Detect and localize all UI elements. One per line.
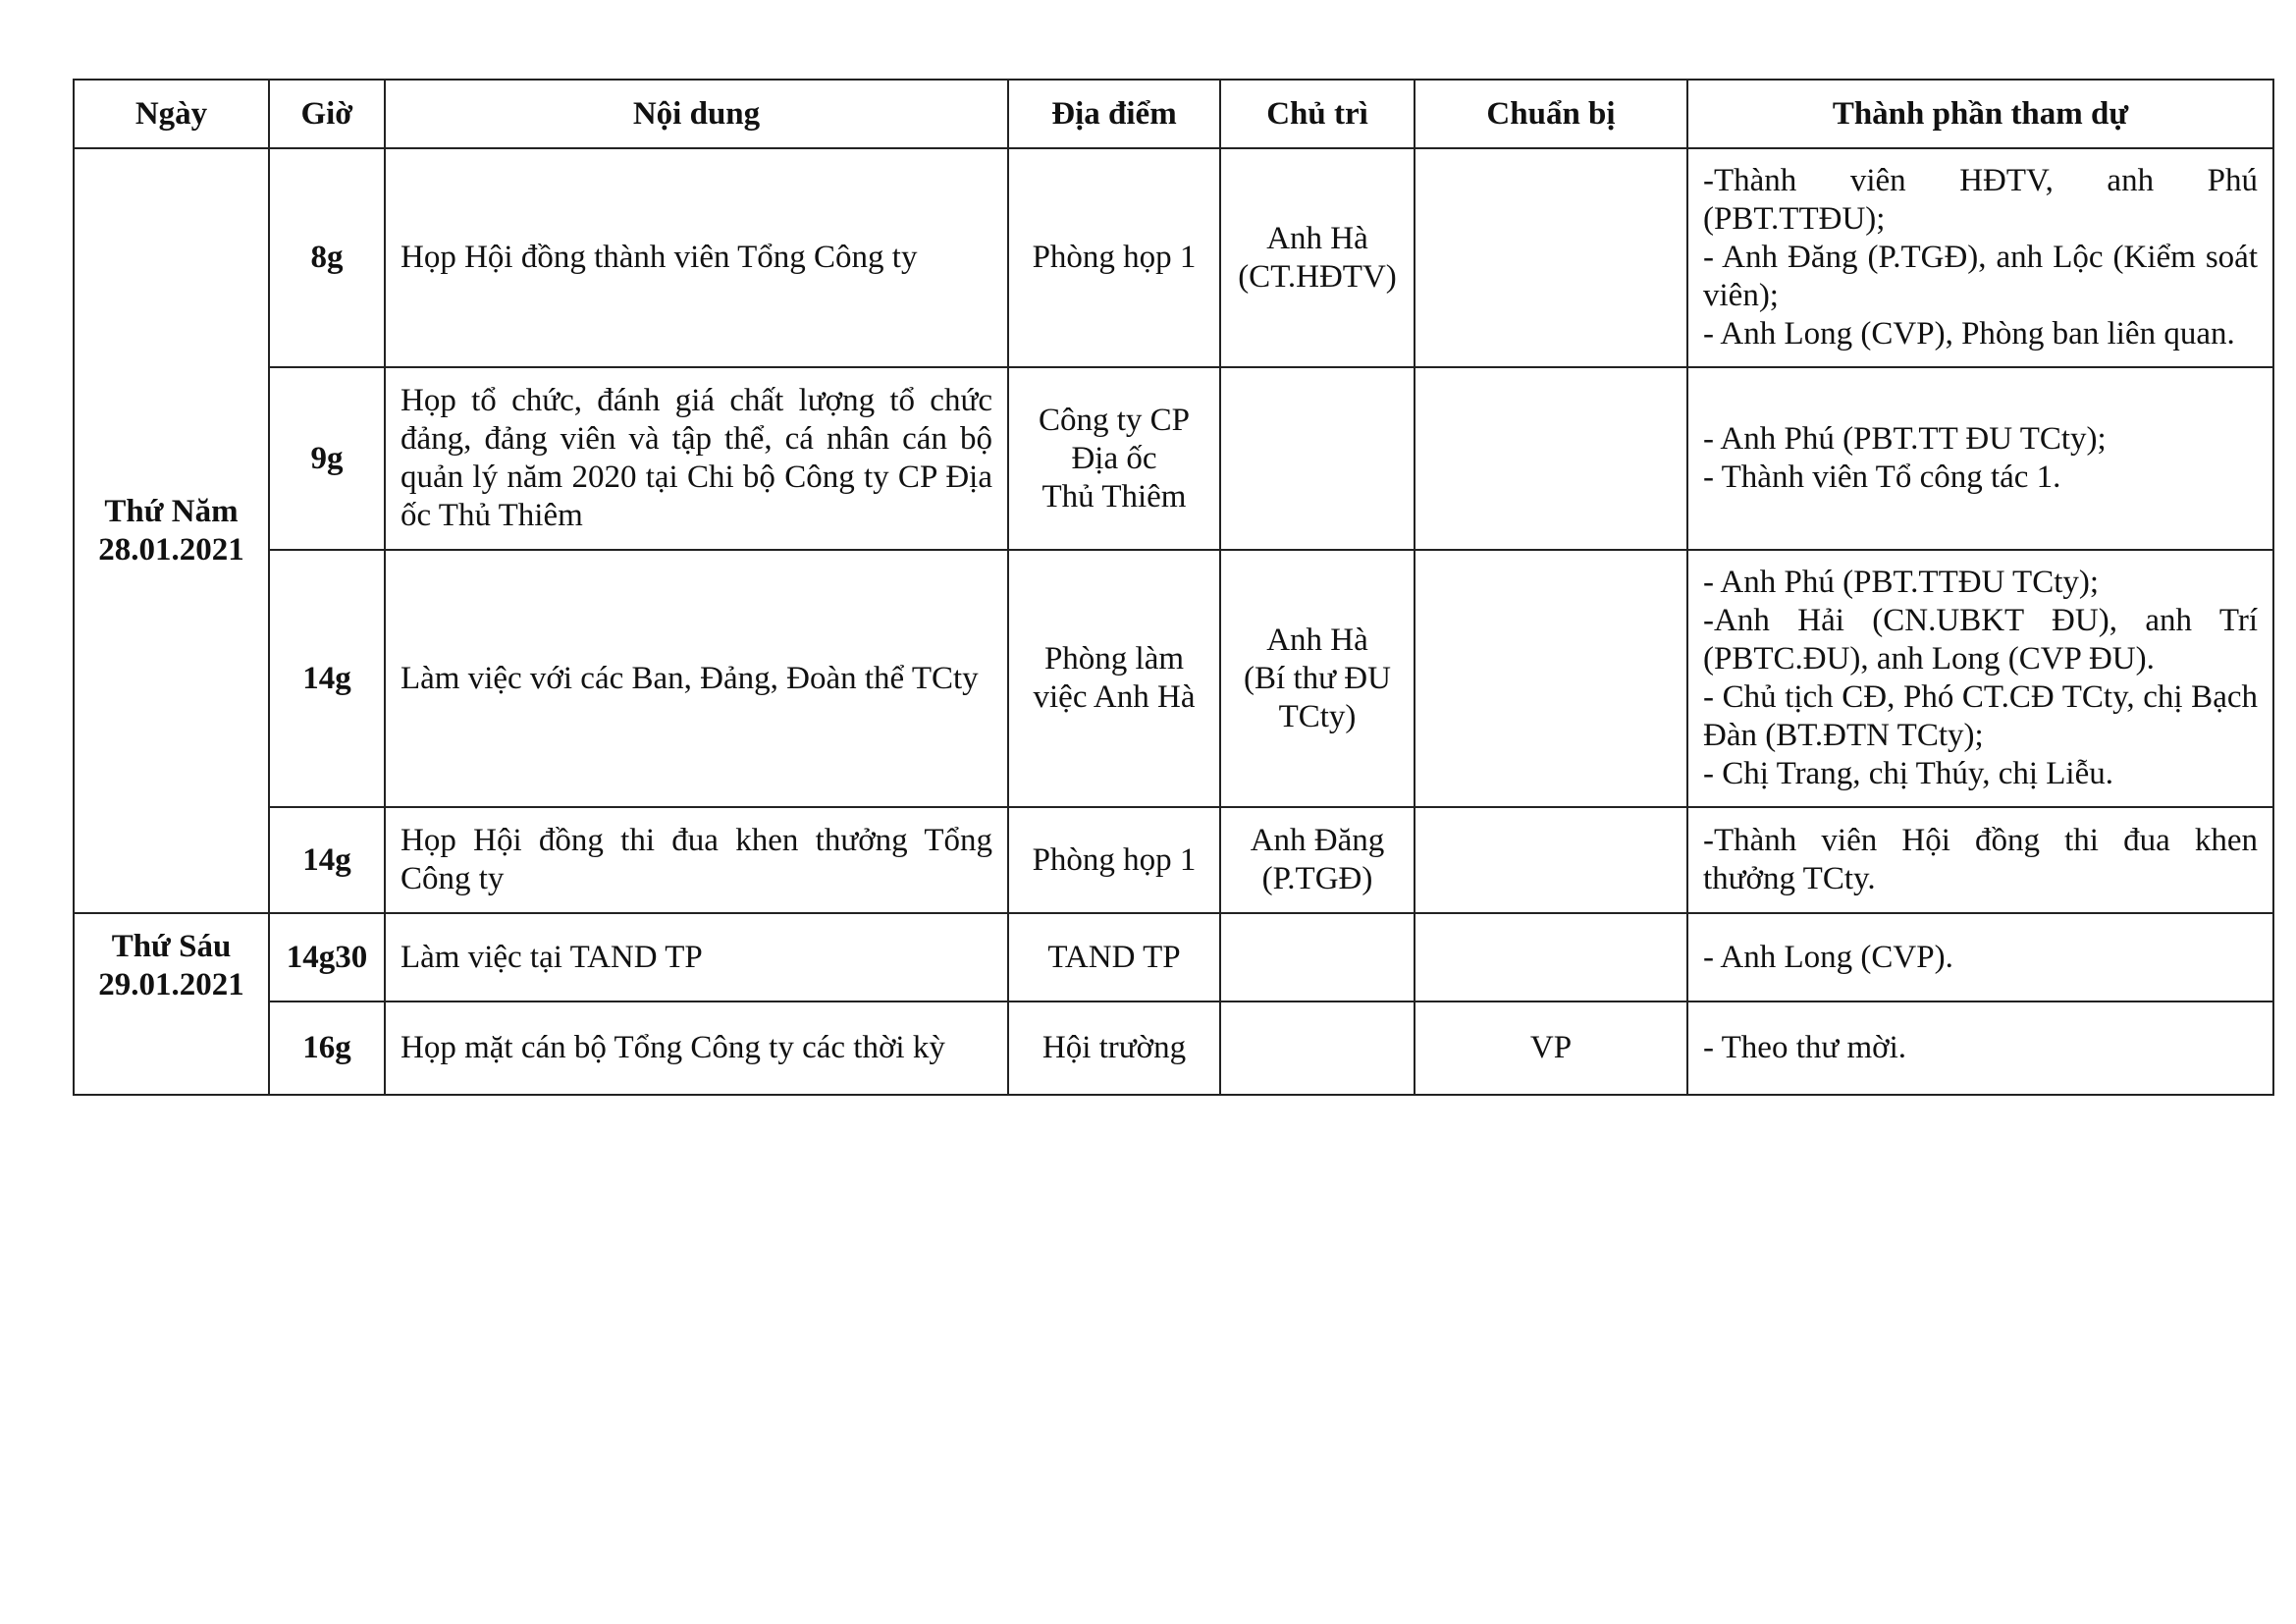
location-cell [1008, 148, 1220, 367]
time-cell: 9g [269, 367, 385, 550]
attendee-line: - Anh Long (CVP). [1703, 939, 1953, 975]
location-line: Địa ốc [1071, 440, 1157, 476]
time-cell: 16g [269, 1001, 385, 1095]
chair-line: Anh Hà [1266, 622, 1368, 658]
chair-cell [1220, 913, 1415, 1001]
header-attendees: Thành phần tham dự [1687, 80, 2273, 148]
location-line: việc Anh Hà [1033, 679, 1196, 715]
attendee-line: - Theo thư mời. [1703, 1030, 1907, 1065]
chair-line: (Bí thư ĐU [1244, 660, 1391, 696]
prepare-cell: VP [1415, 1001, 1687, 1095]
content-cell: Làm việc tại TAND TP [385, 913, 1008, 1001]
schedule-table [73, 79, 2274, 1096]
location-cell [1008, 807, 1220, 913]
chair-cell [1220, 367, 1415, 550]
table-row [74, 913, 2273, 1001]
location-line: Thủ Thiêm [1041, 478, 1187, 514]
attendees-cell [1687, 550, 2273, 807]
attendees-cell [1687, 148, 2273, 367]
day-name: Thứ Sáu [111, 929, 232, 964]
header-content: Nội dung [385, 80, 1008, 148]
attendees-cell [1687, 913, 2273, 1001]
header-prepare: Chuẩn bị [1415, 80, 1687, 148]
attendee-line: - Chủ tịch CĐ, Phó CT.CĐ TCty, chị Bạch Đàn (BT.ĐTN TCty); [1703, 679, 2258, 753]
day-date: 28.01.2021 [98, 531, 244, 568]
content-cell: Họp tổ chức, đánh giá chất lượng tổ chức đảng, đảng viên và tập thể, cá nhân cán bộ quản lý năm 2020 tại Chi bộ Công ty CP Địa ốc Thủ Thiêm [385, 367, 1008, 550]
prepare-cell [1415, 367, 1687, 550]
header-row [74, 80, 2273, 148]
attendee-line: -Thành viên Hội đồng thi đua khen thưởng TCty. [1703, 823, 2258, 896]
content-cell: Làm việc với các Ban, Đảng, Đoàn thể TCty [385, 550, 1008, 807]
table-body [74, 148, 2273, 1095]
location-line: Phòng họp 1 [1032, 841, 1197, 878]
table-row [74, 148, 2273, 367]
location-line: TAND TP [1047, 939, 1181, 975]
attendee-line: - Anh Phú (PBT.TT ĐU TCty); [1703, 421, 2107, 457]
header-day: Ngày [74, 80, 269, 148]
time-cell: 8g [269, 148, 385, 367]
chair-cell [1220, 807, 1415, 913]
attendee-line: -Thành viên HĐTV, anh Phú (PBT.TTĐU); [1703, 163, 2258, 237]
chair-line: Anh Đăng [1250, 823, 1385, 858]
header-time: Giờ [269, 80, 385, 148]
attendee-line: - Anh Phú (PBT.TTĐU TCty); [1703, 565, 2100, 600]
chair-line: TCty) [1278, 698, 1357, 734]
attendees-cell [1687, 367, 2273, 550]
attendee-line: - Thành viên Tổ công tác 1. [1703, 460, 2061, 495]
table-row [74, 367, 2273, 550]
header-location: Địa điểm [1008, 80, 1220, 148]
prepare-cell [1415, 913, 1687, 1001]
location-cell [1008, 913, 1220, 1001]
day-date: 29.01.2021 [98, 967, 244, 1002]
chair-cell [1220, 550, 1415, 807]
content-cell: Họp mặt cán bộ Tổng Công ty các thời kỳ [385, 1001, 1008, 1095]
chair-line: (P.TGĐ) [1261, 861, 1373, 896]
table-row [74, 807, 2273, 913]
content-cell: Họp Hội đồng thành viên Tổng Công ty [385, 148, 1008, 367]
attendees-cell [1687, 807, 2273, 913]
attendee-line: -Anh Hải (CN.UBKT ĐU), anh Trí (PBTC.ĐU), anh Long (CVP ĐU). [1703, 603, 2258, 677]
content-cell: Họp Hội đồng thi đua khen thưởng Tổng Công ty [385, 807, 1008, 913]
location-line: Hội trường [1041, 1030, 1187, 1065]
time-cell: 14g30 [269, 913, 385, 1001]
table-row [74, 550, 2273, 807]
location-cell [1008, 367, 1220, 550]
table-row [74, 1001, 2273, 1095]
day-cell [74, 913, 269, 1095]
location-line: Phòng họp 1 [1032, 240, 1197, 275]
location-line: Công ty CP [1038, 402, 1191, 438]
prepare-cell [1415, 807, 1687, 913]
attendees-cell [1687, 1001, 2273, 1095]
header-chair: Chủ trì [1220, 80, 1415, 148]
time-cell: 14g [269, 807, 385, 913]
chair-line: Anh Hà [1266, 220, 1368, 256]
attendee-line: - Anh Đăng (P.TGĐ), anh Lộc (Kiểm soát viên); [1703, 240, 2258, 313]
attendee-line: - Chị Trang, chị Thúy, chị Liễu. [1703, 756, 2113, 791]
table-header [74, 80, 2273, 148]
location-cell [1008, 550, 1220, 807]
day-cell [74, 148, 269, 913]
prepare-cell [1415, 550, 1687, 807]
prepare-cell [1415, 148, 1687, 367]
chair-cell [1220, 1001, 1415, 1095]
location-line: Phòng làm [1043, 641, 1185, 677]
chair-cell [1220, 148, 1415, 367]
time-cell: 14g [269, 550, 385, 807]
chair-line: (CT.HĐTV) [1238, 258, 1397, 295]
day-name: Thứ Năm [104, 493, 239, 529]
location-cell [1008, 1001, 1220, 1095]
attendee-line: - Anh Long (CVP), Phòng ban liên quan. [1703, 316, 2235, 352]
